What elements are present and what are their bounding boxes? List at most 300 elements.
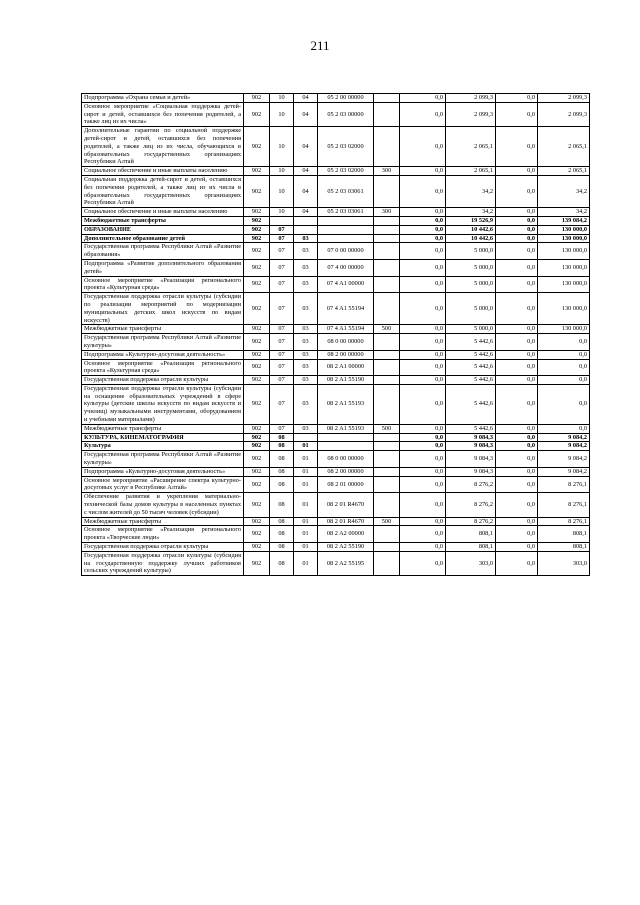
cell-name: ОБРАЗОВАНИЕ [82, 225, 244, 234]
cell-expense-type [374, 243, 400, 260]
cell-amount-1: 0,0 [400, 276, 446, 293]
cell-expense-type [374, 442, 400, 451]
cell-grbs: 902 [244, 543, 270, 552]
cell-expense-type [374, 451, 400, 468]
cell-amount-2: 2 099,3 [446, 102, 496, 126]
cell-target-article: 07 4 A1 55194 [318, 293, 374, 325]
cell-amount-1: 0,0 [400, 551, 446, 575]
cell-expense-type [374, 551, 400, 575]
cell-target-article: 05 2 03 00000 [318, 102, 374, 126]
cell-amount-4: 130 000,0 [538, 243, 590, 260]
cell-amount-3: 0,0 [496, 543, 538, 552]
cell-amount-3: 0,0 [496, 102, 538, 126]
cell-amount-4: 139 084,2 [538, 216, 590, 225]
cell-target-article: 07 4 00 00000 [318, 259, 374, 276]
cell-expense-type [374, 526, 400, 543]
cell-amount-3: 0,0 [496, 359, 538, 376]
cell-amount-1: 0,0 [400, 127, 446, 167]
cell-amount-2: 10 442,6 [446, 225, 496, 234]
cell-amount-4: 0,0 [538, 334, 590, 351]
cell-section: 07 [270, 259, 294, 276]
cell-amount-1: 0,0 [400, 259, 446, 276]
cell-amount-2: 5 000,0 [446, 293, 496, 325]
cell-amount-2: 9 084,3 [446, 467, 496, 476]
cell-amount-3: 0,0 [496, 384, 538, 424]
cell-amount-1: 0,0 [400, 433, 446, 442]
cell-amount-1: 0,0 [400, 476, 446, 493]
cell-target-article: 05 2 03 03061 [318, 208, 374, 217]
cell-section: 10 [270, 208, 294, 217]
cell-target-article: 05 2 03 03061 [318, 175, 374, 207]
cell-amount-4: 34,2 [538, 175, 590, 207]
cell-subsection: 04 [294, 208, 318, 217]
cell-section: 07 [270, 424, 294, 433]
cell-amount-3: 0,0 [496, 243, 538, 260]
cell-amount-4: 9 084,2 [538, 442, 590, 451]
cell-amount-2: 5 442,6 [446, 376, 496, 385]
cell-amount-4: 130 000,0 [538, 234, 590, 243]
cell-subsection: 04 [294, 167, 318, 176]
cell-target-article: 08 2 A2 00000 [318, 526, 374, 543]
cell-target-article [318, 225, 374, 234]
cell-amount-3: 0,0 [496, 451, 538, 468]
cell-subsection: 01 [294, 476, 318, 493]
cell-name: Культура [82, 442, 244, 451]
table-row [82, 543, 590, 552]
cell-amount-4: 0,0 [538, 350, 590, 359]
cell-subsection: 03 [294, 259, 318, 276]
cell-expense-type: 500 [374, 517, 400, 526]
cell-grbs: 902 [244, 276, 270, 293]
cell-section: 07 [270, 334, 294, 351]
cell-expense-type [374, 94, 400, 103]
cell-amount-4: 0,0 [538, 424, 590, 433]
cell-amount-4: 9 084,2 [538, 433, 590, 442]
cell-amount-1: 0,0 [400, 167, 446, 176]
cell-amount-3: 0,0 [496, 526, 538, 543]
cell-amount-1: 0,0 [400, 442, 446, 451]
cell-amount-1: 0,0 [400, 243, 446, 260]
cell-grbs: 902 [244, 467, 270, 476]
cell-amount-3: 0,0 [496, 350, 538, 359]
budget-table [81, 93, 590, 576]
cell-amount-3: 0,0 [496, 167, 538, 176]
cell-amount-2: 5 442,6 [446, 424, 496, 433]
table-row [82, 167, 590, 176]
cell-section: 08 [270, 442, 294, 451]
cell-amount-2: 808,1 [446, 543, 496, 552]
cell-subsection: 03 [294, 376, 318, 385]
cell-amount-2: 2 065,1 [446, 127, 496, 167]
cell-grbs: 902 [244, 442, 270, 451]
cell-expense-type [374, 543, 400, 552]
cell-section: 07 [270, 243, 294, 260]
cell-expense-type [374, 102, 400, 126]
cell-amount-2: 8 276,2 [446, 517, 496, 526]
cell-expense-type [374, 259, 400, 276]
table-row [82, 442, 590, 451]
cell-amount-3: 0,0 [496, 424, 538, 433]
cell-section: 10 [270, 175, 294, 207]
cell-subsection: 03 [294, 350, 318, 359]
cell-name: Межбюджетные трансферты [82, 325, 244, 334]
table-row [82, 493, 590, 517]
cell-amount-2: 34,2 [446, 208, 496, 217]
cell-name: Межбюджетные трансферты [82, 517, 244, 526]
table-row [82, 276, 590, 293]
cell-target-article: 08 2 A1 00000 [318, 359, 374, 376]
cell-amount-3: 0,0 [496, 467, 538, 476]
cell-amount-4: 0,0 [538, 376, 590, 385]
cell-name: Дополнительные гарантии по социальной поддержке детей-сирот и детей, оставшихся без попечения родителей, а также лиц из их числа, обучающихся в образовательных государственных организациях Республики Алтай [82, 127, 244, 167]
table-row [82, 424, 590, 433]
cell-amount-2: 34,2 [446, 175, 496, 207]
cell-expense-type: 500 [374, 325, 400, 334]
cell-amount-1: 0,0 [400, 102, 446, 126]
cell-grbs: 902 [244, 451, 270, 468]
cell-expense-type [374, 467, 400, 476]
cell-expense-type [374, 433, 400, 442]
cell-subsection: 01 [294, 551, 318, 575]
cell-section: 08 [270, 451, 294, 468]
cell-target-article: 08 0 00 00000 [318, 451, 374, 468]
cell-amount-4: 130 000,0 [538, 325, 590, 334]
table-row [82, 325, 590, 334]
cell-amount-3: 0,0 [496, 493, 538, 517]
cell-name: Социальное обеспечение и иные выплаты населению [82, 208, 244, 217]
cell-section: 07 [270, 276, 294, 293]
cell-grbs: 902 [244, 424, 270, 433]
cell-target-article: 08 0 00 00000 [318, 334, 374, 351]
cell-amount-3: 0,0 [496, 127, 538, 167]
cell-target-article: 08 2 01 R4670 [318, 493, 374, 517]
cell-section: 07 [270, 293, 294, 325]
cell-name: Государственная программа Республики Алтай «Развитие образования» [82, 243, 244, 260]
cell-name: Дополнительное образование детей [82, 234, 244, 243]
cell-target-article: 05 2 00 00000 [318, 94, 374, 103]
cell-amount-1: 0,0 [400, 325, 446, 334]
page-number: 211 [310, 38, 330, 53]
cell-amount-3: 0,0 [496, 293, 538, 325]
cell-section: 07 [270, 225, 294, 234]
cell-amount-2: 5 000,0 [446, 259, 496, 276]
cell-expense-type: 300 [374, 167, 400, 176]
cell-expense-type [374, 293, 400, 325]
cell-target-article: 08 2 00 00000 [318, 350, 374, 359]
cell-amount-3: 0,0 [496, 476, 538, 493]
cell-amount-4: 9 084,2 [538, 451, 590, 468]
cell-section: 07 [270, 384, 294, 424]
cell-name: КУЛЬТУРА, КИНЕМАТОГРАФИЯ [82, 433, 244, 442]
cell-target-article: 08 2 A2 55190 [318, 543, 374, 552]
cell-amount-4: 130 000,0 [538, 225, 590, 234]
table-row [82, 376, 590, 385]
cell-amount-4: 808,1 [538, 543, 590, 552]
table-row [82, 384, 590, 424]
cell-amount-1: 0,0 [400, 424, 446, 433]
cell-amount-1: 0,0 [400, 384, 446, 424]
cell-name: Подпрограмма «Культурно-досуговая деятельность» [82, 467, 244, 476]
cell-section: 08 [270, 543, 294, 552]
cell-target-article [318, 234, 374, 243]
cell-expense-type: 500 [374, 424, 400, 433]
cell-grbs: 902 [244, 216, 270, 225]
table-row [82, 293, 590, 325]
cell-amount-3: 0,0 [496, 208, 538, 217]
cell-amount-4: 34,2 [538, 208, 590, 217]
cell-subsection: 03 [294, 359, 318, 376]
cell-amount-3: 0,0 [496, 442, 538, 451]
cell-target-article: 08 2 A1 55193 [318, 384, 374, 424]
cell-section [270, 216, 294, 225]
cell-subsection: 04 [294, 94, 318, 103]
cell-amount-2: 808,1 [446, 526, 496, 543]
cell-amount-3: 0,0 [496, 259, 538, 276]
cell-amount-4: 130 000,0 [538, 293, 590, 325]
cell-name: Подпрограмма «Охрана семьи и детей» [82, 94, 244, 103]
cell-amount-2: 5 000,0 [446, 325, 496, 334]
table-row [82, 225, 590, 234]
cell-amount-3: 0,0 [496, 94, 538, 103]
cell-amount-4: 2 099,3 [538, 102, 590, 126]
cell-section: 08 [270, 476, 294, 493]
cell-grbs: 902 [244, 94, 270, 103]
cell-grbs: 902 [244, 526, 270, 543]
cell-subsection: 04 [294, 175, 318, 207]
cell-subsection: 03 [294, 384, 318, 424]
cell-section: 08 [270, 551, 294, 575]
cell-grbs: 902 [244, 175, 270, 207]
cell-amount-1: 0,0 [400, 376, 446, 385]
cell-amount-4: 0,0 [538, 384, 590, 424]
cell-grbs: 902 [244, 493, 270, 517]
cell-amount-1: 0,0 [400, 208, 446, 217]
cell-grbs: 902 [244, 350, 270, 359]
cell-grbs: 902 [244, 293, 270, 325]
table-row [82, 94, 590, 103]
cell-subsection [294, 225, 318, 234]
cell-section: 07 [270, 234, 294, 243]
cell-expense-type [374, 359, 400, 376]
cell-section: 08 [270, 526, 294, 543]
cell-grbs: 902 [244, 325, 270, 334]
table-row [82, 467, 590, 476]
cell-name: Основное мероприятие «Реализация регионального проекта «Творческие люди» [82, 526, 244, 543]
table-row [82, 517, 590, 526]
cell-expense-type [374, 175, 400, 207]
cell-amount-1: 0,0 [400, 350, 446, 359]
cell-grbs: 902 [244, 334, 270, 351]
table-row [82, 243, 590, 260]
cell-name: Основное мероприятие «Реализация регионального проекта «Культурная среда» [82, 359, 244, 376]
cell-target-article: 08 2 A2 55195 [318, 551, 374, 575]
cell-name: Основное мероприятие «Социальная поддержка детей-сирот и детей, оставшихся без попечения родителей, а также лиц из их числа» [82, 102, 244, 126]
cell-target-article: 05 2 03 02000 [318, 127, 374, 167]
cell-subsection [294, 216, 318, 225]
cell-target-article: 08 2 00 00000 [318, 467, 374, 476]
table-row [82, 127, 590, 167]
table-row [82, 476, 590, 493]
cell-amount-4: 8 276,1 [538, 476, 590, 493]
cell-section: 07 [270, 359, 294, 376]
cell-amount-3: 0,0 [496, 175, 538, 207]
table-row [82, 234, 590, 243]
cell-amount-2: 9 084,3 [446, 433, 496, 442]
cell-grbs: 902 [244, 234, 270, 243]
table-row [82, 216, 590, 225]
cell-name: Подпрограмма «Развитие дополнительного образования детей» [82, 259, 244, 276]
cell-amount-3: 0,0 [496, 376, 538, 385]
cell-target-article [318, 433, 374, 442]
cell-amount-4: 8 276,1 [538, 517, 590, 526]
cell-amount-1: 0,0 [400, 334, 446, 351]
cell-amount-4: 2 099,3 [538, 94, 590, 103]
cell-grbs: 902 [244, 167, 270, 176]
cell-name: Межбюджетные трансферты [82, 216, 244, 225]
cell-amount-4: 130 000,0 [538, 259, 590, 276]
cell-amount-3: 0,0 [496, 225, 538, 234]
cell-target-article: 08 2 01 00000 [318, 476, 374, 493]
cell-grbs: 902 [244, 517, 270, 526]
cell-amount-2: 2 065,1 [446, 167, 496, 176]
cell-target-article: 07 4 A1 55194 [318, 325, 374, 334]
cell-amount-1: 0,0 [400, 359, 446, 376]
cell-amount-4: 808,1 [538, 526, 590, 543]
cell-grbs: 902 [244, 551, 270, 575]
table-row [82, 551, 590, 575]
table-row [82, 102, 590, 126]
cell-grbs: 902 [244, 259, 270, 276]
cell-amount-4: 9 084,2 [538, 467, 590, 476]
cell-expense-type [374, 127, 400, 167]
cell-section: 10 [270, 167, 294, 176]
cell-section: 07 [270, 350, 294, 359]
table-row [82, 451, 590, 468]
cell-amount-3: 0,0 [496, 216, 538, 225]
table-row [82, 359, 590, 376]
cell-amount-2: 9 084,3 [446, 451, 496, 468]
cell-grbs: 902 [244, 208, 270, 217]
table-row [82, 433, 590, 442]
cell-subsection: 01 [294, 467, 318, 476]
cell-section: 07 [270, 325, 294, 334]
cell-amount-1: 0,0 [400, 517, 446, 526]
cell-target-article: 05 2 03 02000 [318, 167, 374, 176]
cell-name: Государственная поддержка отрасли культуры (субсидии по реализации мероприятий по модернизации муниципальных детских школ искусств по видам искусств) [82, 293, 244, 325]
cell-amount-1: 0,0 [400, 526, 446, 543]
cell-expense-type [374, 384, 400, 424]
cell-grbs: 902 [244, 476, 270, 493]
table-body [82, 94, 590, 576]
cell-amount-2: 2 099,3 [446, 94, 496, 103]
cell-amount-1: 0,0 [400, 543, 446, 552]
cell-grbs: 902 [244, 376, 270, 385]
cell-amount-2: 5 000,0 [446, 276, 496, 293]
cell-amount-1: 0,0 [400, 175, 446, 207]
cell-section: 08 [270, 467, 294, 476]
cell-subsection: 01 [294, 526, 318, 543]
cell-name: Межбюджетные трансферты [82, 424, 244, 433]
cell-amount-1: 0,0 [400, 225, 446, 234]
cell-subsection: 01 [294, 442, 318, 451]
cell-expense-type [374, 216, 400, 225]
cell-target-article [318, 216, 374, 225]
cell-subsection: 01 [294, 543, 318, 552]
cell-amount-1: 0,0 [400, 493, 446, 517]
table-row [82, 350, 590, 359]
cell-section: 08 [270, 517, 294, 526]
table-row [82, 175, 590, 207]
cell-section: 10 [270, 127, 294, 167]
cell-grbs: 902 [244, 127, 270, 167]
cell-amount-2: 5 442,6 [446, 350, 496, 359]
cell-subsection: 03 [294, 293, 318, 325]
cell-amount-4: 130 000,0 [538, 276, 590, 293]
cell-name: Государственная программа Республики Алтай «Развитие культуры» [82, 334, 244, 351]
cell-amount-2: 303,0 [446, 551, 496, 575]
cell-amount-2: 19 526,9 [446, 216, 496, 225]
cell-subsection: 01 [294, 517, 318, 526]
cell-target-article: 07 0 00 00000 [318, 243, 374, 260]
cell-name: Государственная поддержка отрасли культуры (субсидии на оснащение образовательных учреждений в сфере культуры (детские школы искусств по видам искусств и училищ) музыкальными инструментами, оборудованием и учебными материалами) [82, 384, 244, 424]
cell-target-article [318, 442, 374, 451]
cell-amount-2: 5 000,0 [446, 243, 496, 260]
cell-amount-2: 5 442,6 [446, 384, 496, 424]
cell-subsection: 04 [294, 127, 318, 167]
cell-name: Социальная поддержка детей-сирот и детей, оставшихся без попечения родителей, а также лиц из их числа в образовательных государственных организациях Республики Алтай [82, 175, 244, 207]
cell-target-article: 08 2 01 R4670 [318, 517, 374, 526]
cell-target-article: 08 2 A1 55193 [318, 424, 374, 433]
cell-subsection: 03 [294, 325, 318, 334]
cell-name: Основное мероприятие «Расширение спектра культурно-досуговых услуг в Республике Алтай» [82, 476, 244, 493]
cell-name: Государственная программа Республики Алтай «Развитие культуры» [82, 451, 244, 468]
cell-grbs: 902 [244, 102, 270, 126]
cell-amount-2: 5 442,6 [446, 334, 496, 351]
table-row [82, 259, 590, 276]
cell-subsection: 01 [294, 493, 318, 517]
cell-section: 10 [270, 102, 294, 126]
cell-amount-3: 0,0 [496, 325, 538, 334]
cell-name: Обеспечение развития и укрепления материально-технической базы домов культуры в населенных пунктах с числом жителей до 50 тысяч человек (субсидии) [82, 493, 244, 517]
cell-section: 08 [270, 493, 294, 517]
cell-amount-3: 0,0 [496, 276, 538, 293]
cell-amount-3: 0,0 [496, 433, 538, 442]
cell-name: Государственная поддержка отрасли культуры (субсидия на государственную поддержку лучших работников сельских учреждений культуры) [82, 551, 244, 575]
cell-expense-type [374, 476, 400, 493]
cell-amount-1: 0,0 [400, 451, 446, 468]
cell-amount-4: 2 065,1 [538, 127, 590, 167]
cell-expense-type [374, 493, 400, 517]
cell-amount-3: 0,0 [496, 234, 538, 243]
cell-amount-3: 0,0 [496, 517, 538, 526]
cell-amount-1: 0,0 [400, 234, 446, 243]
cell-grbs: 902 [244, 243, 270, 260]
cell-amount-4: 8 276,1 [538, 493, 590, 517]
cell-expense-type [374, 225, 400, 234]
cell-expense-type [374, 234, 400, 243]
cell-amount-4: 303,0 [538, 551, 590, 575]
cell-expense-type [374, 276, 400, 293]
table-row [82, 208, 590, 217]
cell-subsection: 03 [294, 276, 318, 293]
cell-amount-1: 0,0 [400, 216, 446, 225]
cell-amount-2: 9 084,3 [446, 442, 496, 451]
cell-amount-3: 0,0 [496, 551, 538, 575]
cell-grbs: 902 [244, 384, 270, 424]
cell-name: Основное мероприятие «Реализация регионального проекта «Культурная среда» [82, 276, 244, 293]
cell-subsection: 03 [294, 243, 318, 260]
cell-amount-4: 0,0 [538, 359, 590, 376]
